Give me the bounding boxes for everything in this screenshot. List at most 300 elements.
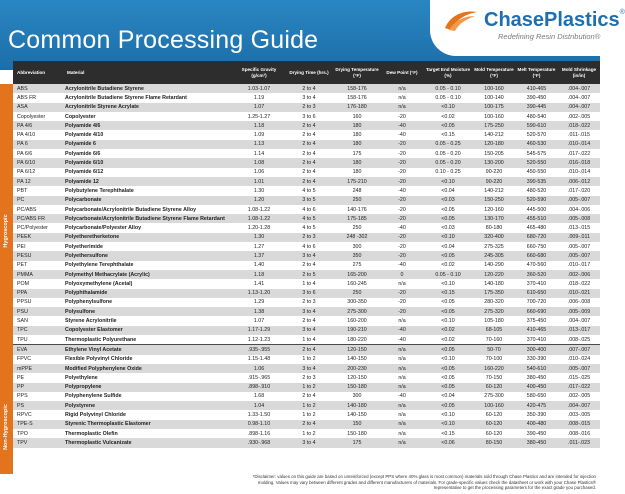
drying-temperature-cell: 300-350: [333, 298, 381, 307]
mold-temperature-cell: 90-220: [473, 168, 515, 177]
mold-shrinkage-cell: .010-.014: [558, 168, 600, 177]
mold-shrinkage-cell: .005-.008: [558, 214, 600, 223]
dew-point-cell: -20: [381, 298, 423, 307]
table-row: [13, 158, 600, 167]
abbreviation-cell: PC: [13, 196, 63, 205]
table-row: [13, 186, 600, 195]
mold-temperature-cell: 275-320: [473, 307, 515, 316]
brand-logo: [430, 0, 625, 56]
dew-point-cell: -20: [381, 177, 423, 186]
melt-temperature-cell: 390-450: [515, 429, 558, 438]
material-cell: Flexible Polyvinyl Chloride: [63, 355, 233, 364]
table-row: [13, 233, 600, 242]
target-moisture-cell: <0.10: [423, 103, 473, 112]
mold-shrinkage-cell: .002-.005: [558, 112, 600, 121]
mold-shrinkage-cell: .010-.017: [558, 261, 600, 270]
dew-point-cell: -20: [381, 251, 423, 260]
specific-gravity-cell: 1.19: [233, 93, 285, 102]
table-row: [13, 307, 600, 316]
col-header-drying-time: Drying Time (hrs.): [285, 61, 333, 84]
mold-temperature-cell: 140-290: [473, 261, 515, 270]
abbreviation-cell: EVA: [13, 345, 63, 355]
melt-temperature-cell: 400-480: [515, 420, 558, 429]
mold-temperature-cell: 120-160: [473, 205, 515, 214]
melt-temperature-cell: 520-590: [515, 196, 558, 205]
abbreviation-cell: PC/ABS: [13, 205, 63, 214]
target-moisture-cell: <0.10: [423, 279, 473, 288]
drying-time-cell: 1 to 2: [285, 383, 333, 392]
mold-shrinkage-cell: .006-.008: [558, 298, 600, 307]
abbreviation-cell: ABS: [13, 84, 63, 93]
dew-point-cell: -20: [381, 242, 423, 251]
brand-tagline: Redefining Resin Distribution®: [498, 32, 601, 41]
dew-point-cell: -40: [381, 261, 423, 270]
drying-time-cell: 1 to 2: [285, 401, 333, 410]
material-cell: Polycarbonate/Acrylonitrile Butadiene Styrene Flame Retardant: [63, 214, 233, 223]
target-moisture-cell: <0.05: [423, 345, 473, 355]
material-cell: Polyphenylsulfone: [63, 298, 233, 307]
material-cell: Polyethylene: [63, 373, 233, 382]
target-moisture-cell: <0.04: [423, 392, 473, 401]
table-row: [13, 373, 600, 382]
specific-gravity-cell: 1.18: [233, 121, 285, 130]
specific-gravity-cell: 1.14: [233, 149, 285, 158]
target-moisture-cell: <0.05: [423, 298, 473, 307]
mold-temperature-cell: 100-140: [473, 93, 515, 102]
melt-temperature-cell: 455-510: [515, 214, 558, 223]
specific-gravity-cell: 1.13-1.20: [233, 289, 285, 298]
swoosh-logo-icon: [443, 8, 479, 32]
abbreviation-cell: RPVC: [13, 410, 63, 419]
drying-temperature-cell: 180: [333, 130, 381, 139]
mold-temperature-cell: 70-150: [473, 373, 515, 382]
abbreviation-cell: PA 12: [13, 177, 63, 186]
material-cell: Modified Polyphenylene Oxide: [63, 364, 233, 373]
abbreviation-cell: SAN: [13, 316, 63, 325]
table-row: [13, 196, 600, 205]
material-cell: Polyphenylene Sulfide: [63, 392, 233, 401]
table-row: [13, 335, 600, 345]
table-row: [13, 130, 600, 139]
specific-gravity-cell: 1.06: [233, 364, 285, 373]
target-moisture-cell: <0.15: [423, 429, 473, 438]
drying-temperature-cell: 120-150: [333, 345, 381, 355]
drying-temperature-cell: 275: [333, 261, 381, 270]
material-cell: Polysulfone: [63, 307, 233, 316]
dew-point-cell: n/a: [381, 103, 423, 112]
abbreviation-cell: PMMA: [13, 270, 63, 279]
table-row: [13, 289, 600, 298]
specific-gravity-cell: .898-1.16: [233, 429, 285, 438]
disclaimer-text: *Disclaimer: values on this guide are based on unreinforced (except PPS where 40% glass is most common) materials sold through Chase Plastics and are intended for injection molding. Values may vary between different grades and different manufacturers of materials. For grade-specific values check the datasheet or work with your Chase Plastics® representative to get the processing parameters for the exact grade you purchased.: [252, 474, 596, 491]
target-moisture-cell: <0.05: [423, 401, 473, 410]
dew-point-cell: -20: [381, 158, 423, 167]
target-moisture-cell: <0.05: [423, 364, 473, 373]
dew-point-cell: n/a: [381, 279, 423, 288]
mold-temperature-cell: 80-150: [473, 438, 515, 447]
material-cell: Polyetheretherketone: [63, 233, 233, 242]
specific-gravity-cell: 1.37: [233, 251, 285, 260]
mold-temperature-cell: 120-220: [473, 270, 515, 279]
drying-temperature-cell: 250: [333, 223, 381, 232]
abbreviation-cell: PA 6/12: [13, 168, 63, 177]
drying-temperature-cell: 180-220: [333, 335, 381, 345]
mold-temperature-cell: 140-212: [473, 130, 515, 139]
specific-gravity-cell: 1.17-1.29: [233, 326, 285, 335]
dew-point-cell: n/a: [381, 438, 423, 447]
drying-temperature-cell: 300: [333, 242, 381, 251]
mold-shrinkage-cell: .005-.007: [558, 196, 600, 205]
melt-temperature-cell: 445-500: [515, 205, 558, 214]
drying-time-cell: 3 to 4: [285, 93, 333, 102]
dew-point-cell: -40: [381, 223, 423, 232]
drying-time-cell: 2 to 3: [285, 373, 333, 382]
melt-temperature-cell: 380-450: [515, 373, 558, 382]
col-header-drying-temperature: Drying Temperature (°F): [333, 61, 381, 84]
drying-time-cell: 2 to 4: [285, 149, 333, 158]
material-cell: Styrene Acrylonitrile: [63, 316, 233, 325]
mold-temperature-cell: 60-120: [473, 383, 515, 392]
melt-temperature-cell: 370-410: [515, 335, 558, 345]
mold-temperature-cell: 160-220: [473, 364, 515, 373]
drying-temperature-cell: 250: [333, 289, 381, 298]
drying-temperature-cell: 200-230: [333, 364, 381, 373]
drying-time-cell: 3 to 4: [285, 438, 333, 447]
dew-point-cell: 0: [381, 270, 423, 279]
specific-gravity-cell: 1.06: [233, 168, 285, 177]
dew-point-cell: -20: [381, 196, 423, 205]
dew-point-cell: -20: [381, 205, 423, 214]
melt-temperature-cell: 350-390: [515, 410, 558, 419]
dew-point-cell: n/a: [381, 93, 423, 102]
specific-gravity-cell: 1.01: [233, 177, 285, 186]
material-cell: Thermoplastic Vulcanizate: [63, 438, 233, 447]
mold-shrinkage-cell: .007-.007: [558, 345, 600, 355]
table-row: [13, 93, 600, 102]
specific-gravity-cell: 1.33-1.50: [233, 410, 285, 419]
col-header-mold-temperature: Mold Temperature (°F): [473, 61, 515, 84]
material-cell: Polyamide 6/12: [63, 168, 233, 177]
specific-gravity-cell: 1.03-1.07: [233, 84, 285, 93]
page-title: Common Processing Guide: [8, 26, 319, 54]
mold-temperature-cell: 100-160: [473, 112, 515, 121]
melt-temperature-cell: 545-575: [515, 149, 558, 158]
dew-point-cell: -40: [381, 186, 423, 195]
drying-temperature-cell: 350: [333, 251, 381, 260]
target-moisture-cell: <0.15: [423, 130, 473, 139]
melt-temperature-cell: 590-610: [515, 121, 558, 130]
mold-temperature-cell: 90-220: [473, 177, 515, 186]
material-cell: Polyetherimide: [63, 242, 233, 251]
mold-shrinkage-cell: .005-.007: [558, 242, 600, 251]
dew-point-cell: -20: [381, 149, 423, 158]
dew-point-cell: n/a: [381, 401, 423, 410]
material-cell: Acrylonitrile Butadiene Styrene Flame Retardant: [63, 93, 233, 102]
drying-temperature-cell: 180: [333, 158, 381, 167]
mold-temperature-cell: 245-305: [473, 251, 515, 260]
target-moisture-cell: <0.05: [423, 205, 473, 214]
target-moisture-cell: <0.10: [423, 420, 473, 429]
drying-time-cell: 1 to 2: [285, 429, 333, 438]
drying-temperature-cell: 150: [333, 420, 381, 429]
table-row: [13, 410, 600, 419]
drying-temperature-cell: 175: [333, 149, 381, 158]
abbreviation-cell: PS: [13, 401, 63, 410]
target-moisture-cell: <0.04: [423, 242, 473, 251]
specific-gravity-cell: 1.15-1.48: [233, 355, 285, 364]
mold-shrinkage-cell: .011-.023: [558, 438, 600, 447]
target-moisture-cell: 0.10 - 0.25: [423, 168, 473, 177]
specific-gravity-cell: 1.30: [233, 233, 285, 242]
mold-temperature-cell: 130-170: [473, 214, 515, 223]
drying-temperature-cell: 180: [333, 168, 381, 177]
melt-temperature-cell: 390-445: [515, 103, 558, 112]
target-moisture-cell: <0.03: [423, 196, 473, 205]
col-header-melt-temperature: Melt Temperature (°F): [515, 61, 558, 84]
mold-temperature-cell: 100-160: [473, 84, 515, 93]
abbreviation-cell: TPV: [13, 438, 63, 447]
melt-temperature-cell: 450-550: [515, 168, 558, 177]
mold-temperature-cell: 140-180: [473, 279, 515, 288]
target-moisture-cell: <0.05: [423, 373, 473, 382]
material-cell: Polyamide 4/6: [63, 121, 233, 130]
melt-temperature-cell: 480-540: [515, 112, 558, 121]
abbreviation-cell: PA 4/6: [13, 121, 63, 130]
specific-gravity-cell: 1.25-1.27: [233, 112, 285, 121]
table-row: [13, 214, 600, 223]
table-row: [13, 420, 600, 429]
drying-time-cell: 4 to 6: [285, 205, 333, 214]
abbreviation-cell: TPO: [13, 429, 63, 438]
melt-temperature-cell: 370-410: [515, 279, 558, 288]
material-cell: Polyamide 6: [63, 140, 233, 149]
mold-shrinkage-cell: .008-.016: [558, 429, 600, 438]
mold-shrinkage-cell: .008-.015: [558, 420, 600, 429]
dew-point-cell: n/a: [381, 316, 423, 325]
melt-temperature-cell: 360-520: [515, 270, 558, 279]
table-row: [13, 103, 600, 112]
mold-temperature-cell: 275-300: [473, 392, 515, 401]
drying-temperature-cell: 175: [333, 438, 381, 447]
mold-shrinkage-cell: .010-.014: [558, 140, 600, 149]
dew-point-cell: -20: [381, 233, 423, 242]
material-cell: Polyamide 4/10: [63, 130, 233, 139]
drying-time-cell: 2 to 4: [285, 392, 333, 401]
drying-time-cell: 2 to 4: [285, 316, 333, 325]
specific-gravity-cell: 1.08-1.22: [233, 214, 285, 223]
mold-shrinkage-cell: .010-.024: [558, 355, 600, 364]
mold-temperature-cell: 320-400: [473, 233, 515, 242]
drying-temperature-cell: 160: [333, 112, 381, 121]
abbreviation-cell: PC/Polyester: [13, 223, 63, 232]
drying-time-cell: 1 to 2: [285, 410, 333, 419]
dew-point-cell: n/a: [381, 410, 423, 419]
melt-temperature-cell: 300-400: [515, 345, 558, 355]
drying-temperature-cell: 165-200: [333, 270, 381, 279]
target-moisture-cell: <0.05: [423, 383, 473, 392]
drying-time-cell: 4 to 5: [285, 186, 333, 195]
abbreviation-cell: PE: [13, 373, 63, 382]
mold-shrinkage-cell: .011-.015: [558, 130, 600, 139]
drying-temperature-cell: 140-150: [333, 355, 381, 364]
mold-shrinkage-cell: .015-.025: [558, 373, 600, 382]
col-header-dew-point: Dew Point (°F): [381, 61, 423, 84]
melt-temperature-cell: 330-390: [515, 355, 558, 364]
drying-time-cell: 3 to 4: [285, 307, 333, 316]
abbreviation-cell: PPSU: [13, 298, 63, 307]
table-row: [13, 223, 600, 232]
material-cell: Thermoplastic Olefin: [63, 429, 233, 438]
target-moisture-cell: <0.02: [423, 326, 473, 335]
melt-temperature-cell: 480-520: [515, 186, 558, 195]
mold-shrinkage-cell: .003-.005: [558, 410, 600, 419]
melt-temperature-cell: 470-560: [515, 261, 558, 270]
melt-temperature-cell: 460-530: [515, 140, 558, 149]
mold-shrinkage-cell: .016-.018: [558, 158, 600, 167]
target-moisture-cell: <0.06: [423, 438, 473, 447]
abbreviation-cell: PA 6/6: [13, 149, 63, 158]
target-moisture-cell: <0.05: [423, 214, 473, 223]
melt-temperature-cell: 380-450: [515, 438, 558, 447]
mold-temperature-cell: 120-180: [473, 140, 515, 149]
mold-temperature-cell: 60-120: [473, 410, 515, 419]
target-moisture-cell: 0.05 - 0.10: [423, 270, 473, 279]
drying-time-cell: 3 to 4: [285, 326, 333, 335]
material-cell: Polybutylene Terephthalate: [63, 186, 233, 195]
table-row: [13, 140, 600, 149]
dew-point-cell: -20: [381, 112, 423, 121]
table-row: [13, 177, 600, 186]
mold-shrinkage-cell: .017-.022: [558, 383, 600, 392]
dew-point-cell: n/a: [381, 429, 423, 438]
mold-temperature-cell: 130-200: [473, 158, 515, 167]
specific-gravity-cell: 1.30: [233, 186, 285, 195]
target-moisture-cell: <0.02: [423, 261, 473, 270]
abbreviation-cell: PA 6: [13, 140, 63, 149]
material-cell: Polycarbonate/Acrylonitrile Butadiene Styrene Alloy: [63, 205, 233, 214]
melt-temperature-cell: 660-750: [515, 242, 558, 251]
specific-gravity-cell: 1.12-1.23: [233, 335, 285, 345]
table-row: [13, 392, 600, 401]
dew-point-cell: -40: [381, 335, 423, 345]
target-moisture-cell: <0.10: [423, 316, 473, 325]
melt-temperature-cell: 390-535: [515, 177, 558, 186]
drying-temperature-cell: 160-245: [333, 279, 381, 288]
mold-shrinkage-cell: .004-.007: [558, 401, 600, 410]
mold-shrinkage-cell: .010-.021: [558, 289, 600, 298]
material-cell: Acrylonitrile Styrene Acrylate: [63, 103, 233, 112]
mold-temperature-cell: 175-250: [473, 121, 515, 130]
drying-temperature-cell: 175-210: [333, 177, 381, 186]
mold-shrinkage-cell: .017-.020: [558, 186, 600, 195]
material-cell: Polyethylene Terephthalate: [63, 261, 233, 270]
material-cell: Ethylene Vinyl Acetate: [63, 345, 233, 355]
col-header-material: Material: [63, 61, 233, 84]
abbreviation-cell: ASA: [13, 103, 63, 112]
drying-temperature-cell: 248: [333, 186, 381, 195]
abbreviation-cell: PEEK: [13, 233, 63, 242]
melt-temperature-cell: 520-570: [515, 130, 558, 139]
material-cell: Polypropylene: [63, 383, 233, 392]
melt-temperature-cell: 375-450: [515, 316, 558, 325]
target-moisture-cell: 0.05 - 0.20: [423, 149, 473, 158]
drying-time-cell: 2 to 3: [285, 298, 333, 307]
dew-point-cell: -40: [381, 326, 423, 335]
col-header-mold-shrinkage: Mold Shrinkage (in/in): [558, 61, 600, 84]
specific-gravity-cell: 1.40: [233, 261, 285, 270]
specific-gravity-cell: .898-.910: [233, 383, 285, 392]
table-row: [13, 112, 600, 121]
table-row: [13, 326, 600, 335]
material-cell: Polycarbonate/Polyester Alloy: [63, 223, 233, 232]
mold-shrinkage-cell: .005-.007: [558, 251, 600, 260]
table-row: [13, 345, 600, 355]
mold-shrinkage-cell: .004-.007: [558, 316, 600, 325]
dew-point-cell: -20: [381, 307, 423, 316]
abbreviation-cell: PPA: [13, 289, 63, 298]
drying-temperature-cell: 158-176: [333, 84, 381, 93]
abbreviation-cell: TPE-S: [13, 420, 63, 429]
specific-gravity-cell: 1.04: [233, 401, 285, 410]
dew-point-cell: n/a: [381, 84, 423, 93]
material-cell: Polyoxymethylene (Acetal): [63, 279, 233, 288]
dew-point-cell: -20: [381, 289, 423, 298]
mold-temperature-cell: 60-120: [473, 429, 515, 438]
table-row: [13, 316, 600, 325]
table-body: [13, 84, 600, 448]
specific-gravity-cell: .930-.968: [233, 438, 285, 447]
table-row: [13, 84, 600, 93]
melt-temperature-cell: 410-465: [515, 326, 558, 335]
mold-temperature-cell: 50-70: [473, 345, 515, 355]
target-moisture-cell: 0.05 - 0.20: [423, 158, 473, 167]
abbreviation-cell: Copolyester: [13, 112, 63, 121]
mold-shrinkage-cell: .017-.022: [558, 149, 600, 158]
target-moisture-cell: <0.10: [423, 177, 473, 186]
abbreviation-cell: PSU: [13, 307, 63, 316]
mold-shrinkage-cell: .004-.006: [558, 205, 600, 214]
melt-temperature-cell: 680-720: [515, 233, 558, 242]
mold-temperature-cell: 70-100: [473, 355, 515, 364]
drying-temperature-cell: 160-200: [333, 316, 381, 325]
drying-temperature-cell: 140-150: [333, 410, 381, 419]
target-moisture-cell: <0.04: [423, 186, 473, 195]
melt-temperature-cell: 700-720: [515, 298, 558, 307]
mold-shrinkage-cell: .008-.025: [558, 335, 600, 345]
drying-time-cell: 1 to 4: [285, 279, 333, 288]
abbreviation-cell: PA 6/10: [13, 158, 63, 167]
table-row: [13, 270, 600, 279]
abbreviation-cell: PA 4/10: [13, 130, 63, 139]
specific-gravity-cell: 1.09: [233, 130, 285, 139]
drying-time-cell: 2 to 4: [285, 140, 333, 149]
specific-gravity-cell: 1.18: [233, 270, 285, 279]
drying-time-cell: 2 to 4: [285, 168, 333, 177]
material-cell: Polycarbonate: [63, 196, 233, 205]
mold-shrinkage-cell: .018-.022: [558, 279, 600, 288]
abbreviation-cell: ABS FR: [13, 93, 63, 102]
melt-temperature-cell: 660-680: [515, 251, 558, 260]
abbreviation-cell: PET: [13, 261, 63, 270]
dew-point-cell: -20: [381, 140, 423, 149]
melt-temperature-cell: 400-450: [515, 383, 558, 392]
drying-time-cell: 2 to 4: [285, 158, 333, 167]
target-moisture-cell: <0.02: [423, 112, 473, 121]
table-row: [13, 401, 600, 410]
dew-point-cell: n/a: [381, 355, 423, 364]
drying-temperature-cell: 190-210: [333, 326, 381, 335]
abbreviation-cell: FPVC: [13, 355, 63, 364]
